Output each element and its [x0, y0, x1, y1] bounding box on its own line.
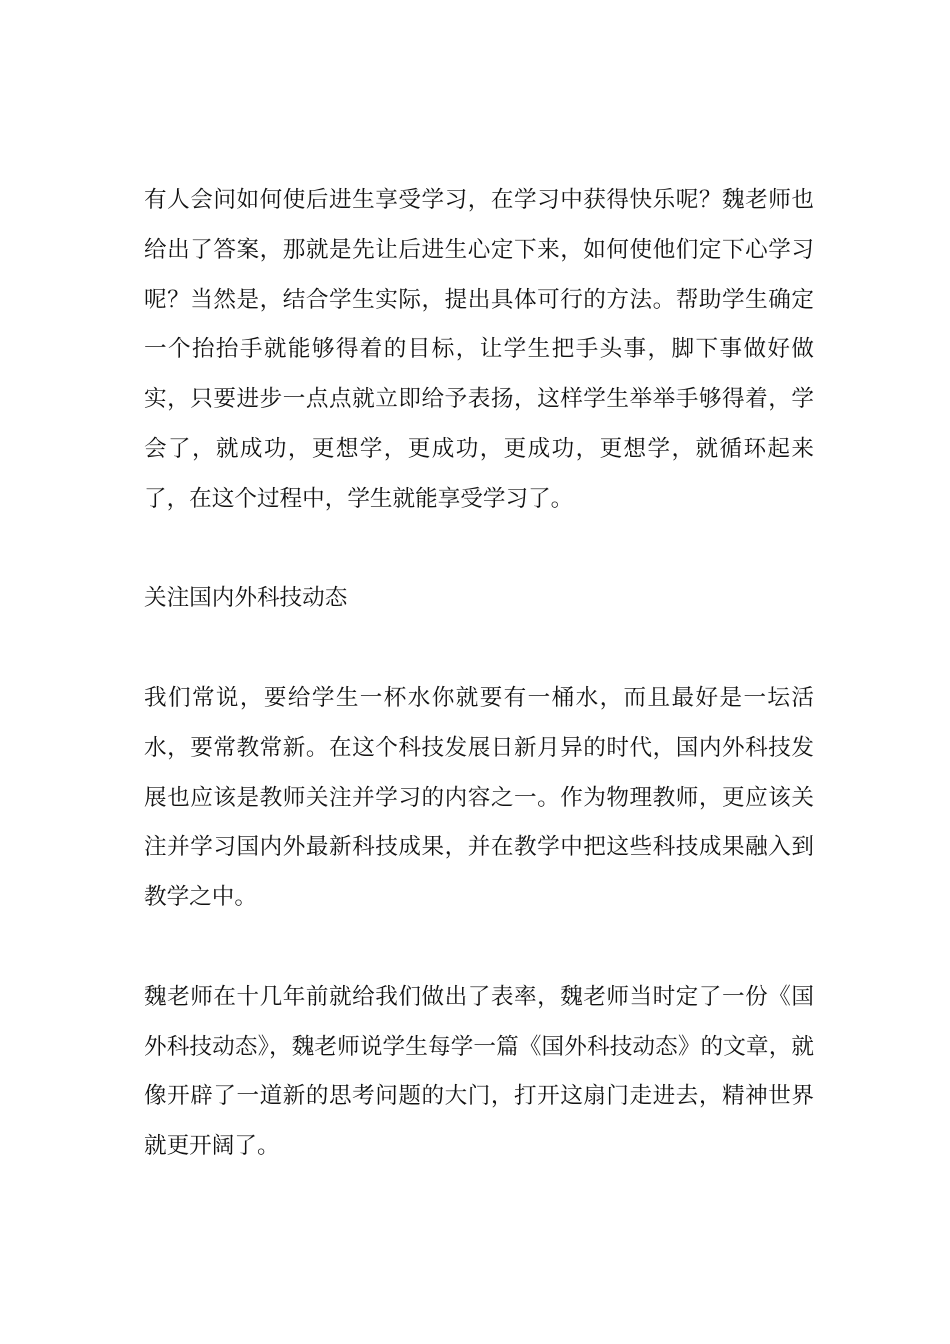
- paragraph-enjoy-learning: 有人会问如何使后进生享受学习，在学习中获得快乐呢？魏老师也给出了答案，那就是先让后进生心定下来，如何使他们定下心学习呢？当然是，结合学生实际，提出具体可行的方法。帮助学生确定一个抬抬手就能够得着的目标，让学生把手头事，脚下事做好做实，只要进步一点点就立即给予表扬，这样学生举举手够得着，学会了，就成功，更想学，更成功，更成功，更想学，就循环起来了，在这个过程中，学生就能享受学习了。: [144, 187, 814, 512]
- paragraph-tech-learning: 我们常说，要给学生一杯水你就要有一桶水，而且最好是一坛活水，要常教常新。在这个科技发展日新月异的时代，国内外科技发展也应该是教师关注并学习的内容之一。作为物理教师，更应该关注并学习国内外最新科技成果，并在教学中把这些科技成果融入到教学之中。: [144, 684, 814, 911]
- section-heading-tech-trends: 关注国内外科技动态: [144, 585, 348, 612]
- document-body: [144, 176, 814, 1222]
- paragraph-teacher-example: 魏老师在十几年前就给我们做出了表率，魏老师当时定了一份《国外科技动态》，魏老师说学生每学一篇《国外科技动态》的文章，就像开辟了一道新的思考问题的大门，打开这扇门走进去，精神世界就更开阔了。: [144, 983, 814, 1160]
